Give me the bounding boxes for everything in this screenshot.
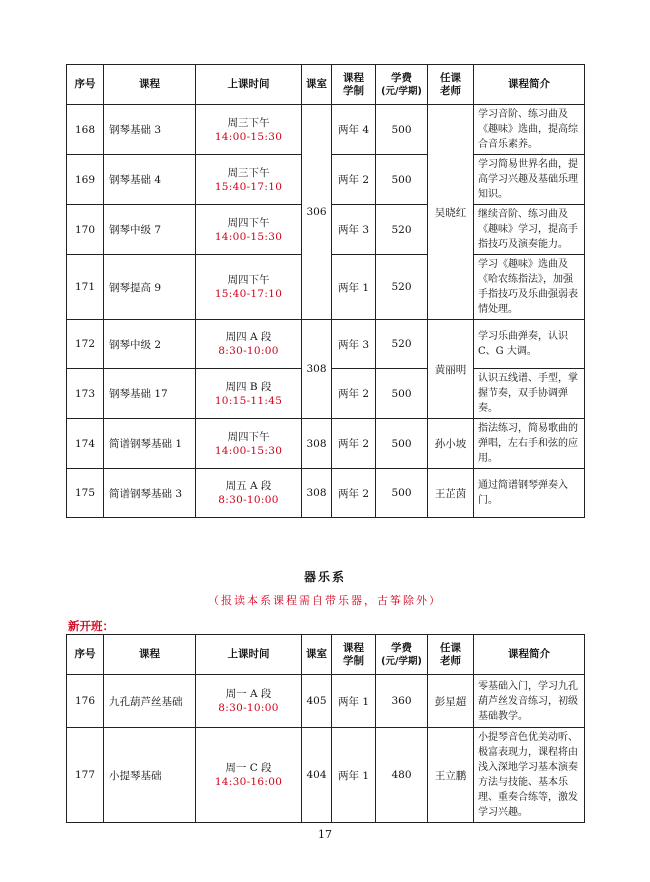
course-no: 175 <box>67 469 104 518</box>
course-duration: 两年 3 <box>332 205 376 255</box>
course-time: 周一 A 段 8:30-10:00 <box>196 675 302 728</box>
course-duration: 两年 1 <box>332 255 376 320</box>
course-duration: 两年 3 <box>332 320 376 369</box>
teacher-cell: 王芷茵 <box>428 469 474 518</box>
course-fee: 500 <box>376 369 428 419</box>
course-no: 172 <box>67 320 104 369</box>
course-fee: 500 <box>376 419 428 469</box>
course-fee: 520 <box>376 320 428 369</box>
course-name: 简谱钢琴基础 1 <box>104 419 196 469</box>
header-fee: 学费 (元/学期) <box>376 65 428 105</box>
course-name: 钢琴基础 4 <box>104 155 196 205</box>
header-desc: 课程简介 <box>474 635 585 675</box>
header-course: 课程 <box>104 635 196 675</box>
course-name: 钢琴基础 17 <box>104 369 196 419</box>
header-no: 序号 <box>67 65 104 105</box>
course-time: 周三下午 15:40-17:10 <box>196 155 302 205</box>
course-duration: 两年 2 <box>332 469 376 518</box>
header-no: 序号 <box>67 635 104 675</box>
piano-course-table <box>66 64 585 518</box>
course-duration: 两年 2 <box>332 369 376 419</box>
header-time: 上课时间 <box>196 635 302 675</box>
teacher-cell: 黄丽明 <box>428 320 474 419</box>
course-no: 168 <box>67 105 104 155</box>
course-name: 小提琴基础 <box>104 728 196 823</box>
course-fee: 520 <box>376 205 428 255</box>
header-room: 课室 <box>302 635 332 675</box>
course-duration: 两年 2 <box>332 419 376 469</box>
course-time: 周四下午 15:40-17:10 <box>196 255 302 320</box>
course-desc: 小提琴音色优美动听、极富表现力，课程将由浅入深地学习基本演奏方法与技能、基本乐理、重奏合练等，激发学习兴趣。 <box>474 728 585 823</box>
room-cell: 308 <box>302 320 332 419</box>
header-duration: 课程 学制 <box>332 65 376 105</box>
course-time: 周四 B 段 10:15-11:45 <box>196 369 302 419</box>
course-name: 钢琴基础 3 <box>104 105 196 155</box>
room-cell: 404 <box>302 728 332 823</box>
header-duration: 课程 学制 <box>332 635 376 675</box>
course-name: 钢琴中级 7 <box>104 205 196 255</box>
room-cell: 308 <box>302 419 332 469</box>
course-name: 九孔葫芦丝基础 <box>104 675 196 728</box>
course-duration: 两年 1 <box>332 728 376 823</box>
header-desc: 课程简介 <box>474 65 585 105</box>
course-duration: 两年 1 <box>332 675 376 728</box>
course-no: 176 <box>67 675 104 728</box>
course-name: 钢琴提高 9 <box>104 255 196 320</box>
table-row <box>67 469 585 518</box>
header-time: 上课时间 <box>196 65 302 105</box>
instrument-course-table <box>66 634 585 823</box>
table-header-row <box>67 635 585 675</box>
room-cell: 306 <box>302 105 332 320</box>
course-time: 周五 A 段 8:30-10:00 <box>196 469 302 518</box>
course-desc: 认识五线谱、手型，掌握节奏，双手协调弹奏。 <box>474 369 585 419</box>
section-note: （报读本系课程需自带乐器，古筝除外） <box>208 594 442 607</box>
teacher-cell: 吴晓红 <box>428 105 474 320</box>
course-no: 170 <box>67 205 104 255</box>
course-desc: 指法练习，简易歌曲的弹唱，左右手和弦的应用。 <box>474 419 585 469</box>
header-teacher: 任课 老师 <box>428 635 474 675</box>
table-row <box>67 320 585 369</box>
table-row <box>67 675 585 728</box>
course-desc: 学习《趣味》选曲及《哈农练指法》，加强手指技巧及乐曲强弱表情处理。 <box>474 255 585 320</box>
course-duration: 两年 2 <box>332 155 376 205</box>
course-no: 169 <box>67 155 104 205</box>
course-fee: 360 <box>376 675 428 728</box>
course-fee: 500 <box>376 105 428 155</box>
new-class-label: 新开班： <box>68 619 114 633</box>
room-cell: 405 <box>302 675 332 728</box>
table-header-row <box>67 65 585 105</box>
section-title: 器乐系 <box>303 570 346 584</box>
header-teacher: 任课 老师 <box>428 65 474 105</box>
course-time: 周四 A 段 8:30-10:00 <box>196 320 302 369</box>
table-row <box>67 105 585 155</box>
course-duration: 两年 4 <box>332 105 376 155</box>
header-fee: 学费 (元/学期) <box>376 635 428 675</box>
header-course: 课程 <box>104 65 196 105</box>
course-time: 周四下午 14:00-15:30 <box>196 205 302 255</box>
course-no: 173 <box>67 369 104 419</box>
course-fee: 500 <box>376 469 428 518</box>
course-fee: 520 <box>376 255 428 320</box>
course-desc: 学习音阶、练习曲及《趣味》选曲，提高综合音乐素养。 <box>474 105 585 155</box>
course-desc: 继续音阶、练习曲及《趣味》学习，提高手指技巧及演奏能力。 <box>474 205 585 255</box>
header-room: 课室 <box>302 65 332 105</box>
room-cell: 308 <box>302 469 332 518</box>
teacher-cell: 彭星超 <box>428 675 474 728</box>
table-row <box>67 728 585 823</box>
course-desc: 通过简谱钢琴弹奏入门。 <box>474 469 585 518</box>
course-desc: 学习简易世界名曲，提高学习兴趣及基础乐理知识。 <box>474 155 585 205</box>
course-name: 钢琴中级 2 <box>104 320 196 369</box>
course-no: 177 <box>67 728 104 823</box>
course-desc: 学习乐曲弹奏，认识 C、G 大调。 <box>474 320 585 369</box>
course-no: 171 <box>67 255 104 320</box>
table-row <box>67 419 585 469</box>
course-desc: 零基础入门，学习九孔葫芦丝发音练习，初级基础教学。 <box>474 675 585 728</box>
course-fee: 500 <box>376 155 428 205</box>
course-time: 周四下午 14:00-15:30 <box>196 419 302 469</box>
course-time: 周三下午 14:00-15:30 <box>196 105 302 155</box>
page-number: 17 <box>318 828 332 841</box>
course-fee: 480 <box>376 728 428 823</box>
course-name: 简谱钢琴基础 3 <box>104 469 196 518</box>
course-time: 周一 C 段 14:30-16:00 <box>196 728 302 823</box>
teacher-cell: 孙小坡 <box>428 419 474 469</box>
teacher-cell: 王立鹏 <box>428 728 474 823</box>
course-no: 174 <box>67 419 104 469</box>
